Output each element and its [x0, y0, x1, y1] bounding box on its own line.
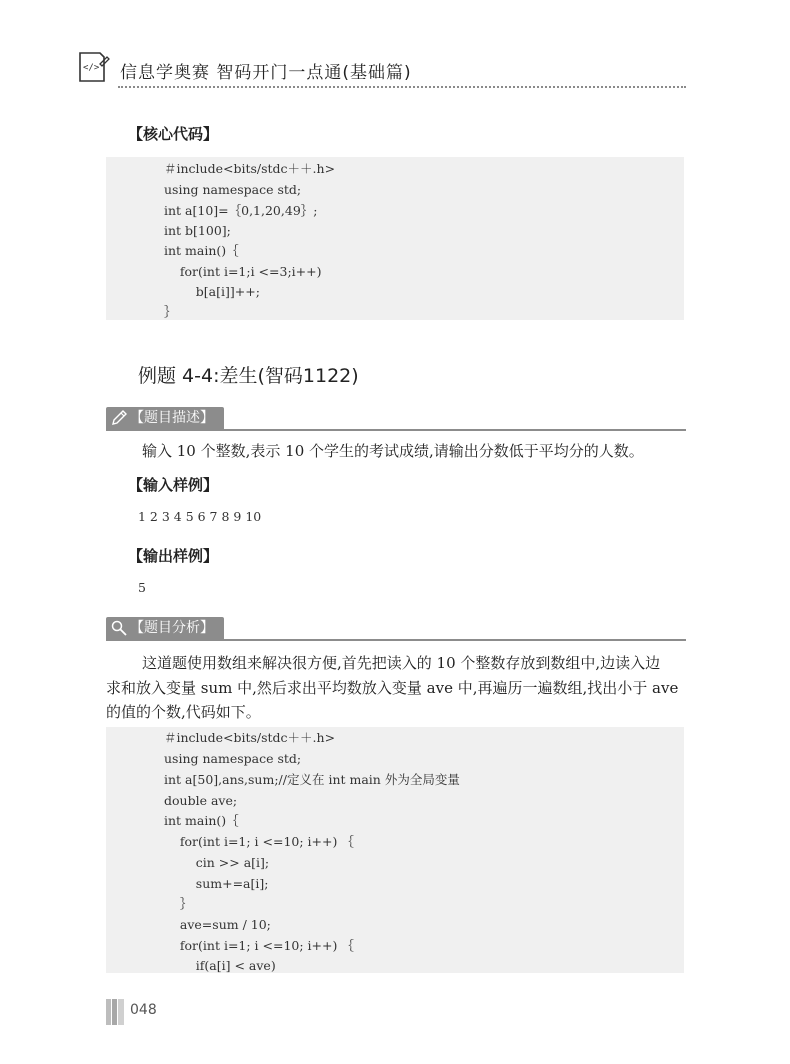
pencil-icon: [110, 409, 128, 427]
input-sample-label: 【输入样例】: [128, 476, 219, 494]
analysis-line: 求和放入变量 sum 中,然后求出平均数放入变量 ave 中,再遍历一遍数组,找出小于 ave: [106, 679, 679, 697]
analysis-line: 这道题使用数组来解决很方便,首先把读入的 10 个整数存放到数组中,边读入边: [142, 654, 661, 672]
input-sample-value: 1 2 3 4 5 6 7 8 9 10: [138, 509, 262, 524]
code-line: using namespace std;: [164, 751, 302, 766]
output-sample-value: 5: [138, 580, 146, 595]
code-line: ＃include<bits/stdc＋＋.h>: [164, 730, 336, 745]
header-divider: [118, 86, 686, 88]
code-book-icon: [76, 50, 110, 84]
code-line: int main()｛: [164, 243, 239, 258]
code-line: ＃include<bits/stdc＋＋.h>: [164, 161, 336, 176]
header-title: 信息学奥赛 智码开门一点通(基础篇): [120, 63, 412, 83]
analysis-heading: [106, 617, 686, 641]
analysis-line: 的值的个数,代码如下。: [106, 703, 261, 721]
code-line: using namespace std;: [164, 182, 302, 197]
code-line: int a[10]=｛0,1,20,49｝;: [164, 203, 318, 218]
code-line: for(int i=1; i <=10; i++) ｛: [164, 938, 354, 953]
solution-code-block: [106, 727, 684, 973]
core-code-label: 【核心代码】: [128, 125, 219, 143]
code-line: for(int i=1;i <=3;i++): [164, 264, 322, 279]
code-line: int a[50],ans,sum;//定义在 int main 外为全局变量: [164, 772, 460, 787]
code-line: ｝: [164, 896, 193, 911]
code-line: cin >> a[i];: [164, 855, 270, 870]
page-number: 048: [130, 1002, 157, 1018]
code-line: b[a[i]]++;: [164, 284, 260, 299]
output-sample-label: 【输出样例】: [128, 547, 219, 565]
core-code-block: [106, 157, 684, 320]
svg-text:</>: </>: [83, 63, 100, 73]
page-header: [76, 50, 686, 90]
code-line: for(int i=1; i <=10; i++) ｛: [164, 834, 354, 849]
analysis-heading-label: 【题目分析】: [130, 620, 214, 636]
description-heading: [106, 407, 686, 431]
code-line: if(a[i] < ave): [164, 958, 276, 973]
example-title: 例题 4-4:差生(智码1122): [138, 365, 359, 387]
code-line: sum+=a[i];: [164, 876, 269, 891]
description-heading-label: 【题目描述】: [130, 410, 214, 426]
code-line: ｝: [164, 304, 177, 319]
code-line: ave=sum / 10;: [164, 917, 271, 932]
code-line: double ave;: [164, 793, 238, 808]
code-line: int main()｛: [164, 813, 239, 828]
footer-marker: [106, 999, 124, 1025]
code-line: int b[100];: [164, 223, 231, 238]
magnifier-icon: [110, 619, 128, 637]
description-text: 输入 10 个整数,表示 10 个学生的考试成绩,请输出分数低于平均分的人数。: [142, 442, 644, 460]
